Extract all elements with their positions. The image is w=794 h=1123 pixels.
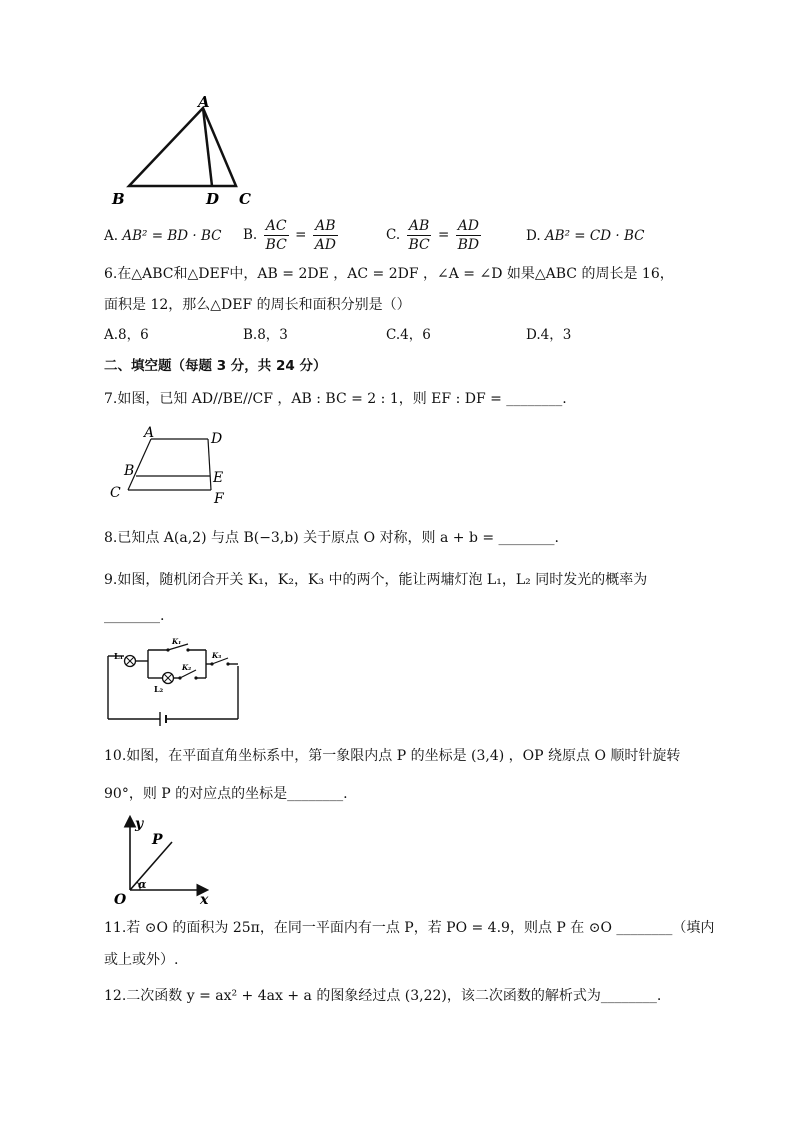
- label-E: E: [213, 470, 224, 486]
- q6-option-d: D.4，3: [526, 327, 572, 343]
- q5-option-a: A. AB² = BD · BC: [104, 228, 222, 244]
- label-alpha: α: [138, 878, 147, 891]
- coordinate-figure: [110, 812, 220, 907]
- label-F: F: [214, 491, 224, 507]
- label-K2: K₂: [182, 663, 192, 672]
- q12-text: 12.二次函数 y = ax² + 4ax + a 的图象经过点 (3,22)，该二次函数的解析式为________.: [104, 988, 662, 1004]
- label-C: C: [110, 485, 121, 501]
- label-B: B: [124, 463, 135, 479]
- q10-line1: 10.如图，在平面直角坐标系中，第一象限内点 P 的坐标是 (3,4) ，OP 绕原点 O 顺时针旋转: [104, 748, 681, 764]
- q10-line2: 90°，则 P 的对应点的坐标是________.: [104, 786, 348, 802]
- label-x: x: [200, 892, 209, 907]
- label-A: A: [198, 95, 210, 111]
- label-L1: L₁: [114, 651, 124, 661]
- q6-line1: 6.在△ABC和△DEF中，AB = 2DE ，AC = 2DF ，∠A = ∠D 如果△ABC 的周长是 16，: [104, 266, 674, 282]
- section-title: 二、填空题（每题 3 分，共 24 分）: [104, 358, 327, 374]
- q9-line2: ________.: [104, 608, 165, 624]
- label-P: P: [152, 832, 163, 848]
- parallel-lines-figure: [108, 425, 238, 510]
- label-L2: L₂: [154, 684, 164, 694]
- label-y: y: [135, 816, 144, 832]
- q11-line1: 11.若 ⊙O 的面积为 25π，在同一平面内有一点 P，若 PO = 4.9，则点 P 在 ⊙O ________（填内: [104, 920, 715, 936]
- q5-option-b: B. $\frac{AC}{BC}$ = $\frac{AB}{AD}$: [243, 218, 337, 253]
- label-A: A: [144, 425, 155, 441]
- label-B: B: [112, 190, 125, 208]
- q5-option-c: C. $\frac{AB}{BC}$ = $\frac{AD}{BD}$: [386, 218, 480, 253]
- q8-text: 8.已知点 A(a,2) 与点 B(−3,b) 关于原点 O 对称，则 a + b = ________.: [104, 530, 560, 546]
- label-K1: K₁: [172, 637, 182, 646]
- label-C: C: [239, 190, 251, 208]
- label-K3: K₃: [212, 651, 222, 660]
- triangle-figure: [100, 95, 270, 210]
- q6-option-c: C.4，6: [386, 327, 431, 343]
- q6-option-b: B.8，3: [243, 327, 288, 343]
- q6-option-a: A.8，6: [104, 327, 149, 343]
- label-D: D: [211, 431, 223, 447]
- q5-option-d: D. AB² = CD · BC: [526, 228, 645, 244]
- q7-text: 7.如图，已知 AD//BE//CF ，AB : BC = 2 : 1，则 EF : DF = ________.: [104, 391, 567, 407]
- circuit-figure: [104, 636, 244, 726]
- label-D: D: [206, 190, 220, 208]
- q9-line1: 9.如图，随机闭合开关 K₁，K₂，K₃ 中的两个，能让两墉灯泡 L₁，L₂ 同时发光的概率为: [104, 572, 648, 588]
- q6-line2: 面积是 12，那么△DEF 的周长和面积分别是（）: [104, 297, 411, 313]
- label-O: O: [114, 892, 127, 907]
- q11-line2: 或上或外）.: [104, 952, 179, 968]
